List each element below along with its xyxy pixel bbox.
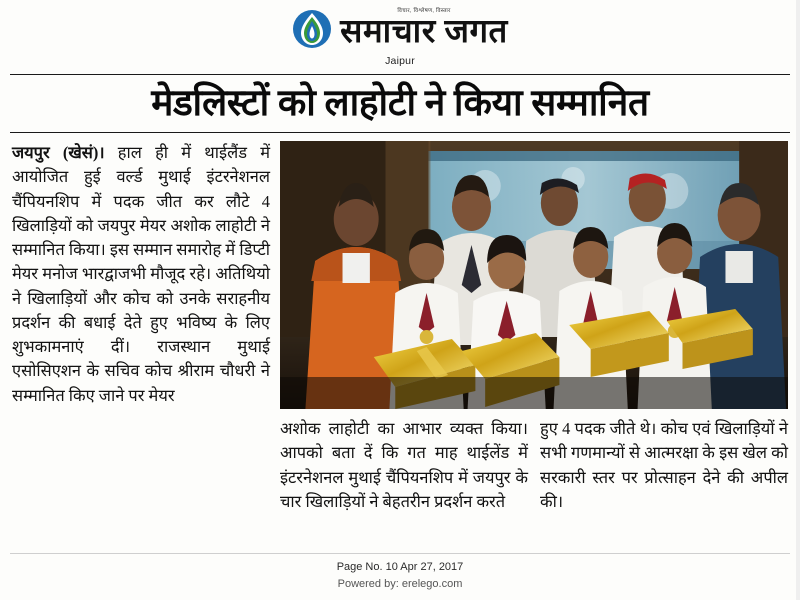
masthead-title: समाचार जगत (340, 13, 508, 50)
article-lower-columns (280, 417, 788, 533)
masthead-tagline: विचार, विश्लेषण, विस्तार (397, 8, 451, 15)
dateline: जयपुर (खेसं)। (12, 142, 105, 162)
article-column-right (280, 141, 788, 533)
page-number-label: Page No. 10 Apr 27, 2017 (336, 561, 464, 573)
footer (0, 559, 800, 592)
article-column-left (12, 141, 270, 533)
article-paragraph-3: हुए 4 पदक जीते थे। कोच एवं खिलाड़ियों ने सभी गणमान्यों से आत्मरक्षा के इस खेल को सरकारी स्तर पर प्रोत्साहन देने की अपील की। (540, 418, 788, 511)
footer-divider (10, 553, 790, 554)
article-body (12, 141, 788, 533)
powered-by-label: Powered by: erelego.com (337, 577, 463, 590)
newspaper-logo-icon (292, 9, 332, 49)
rule-below-headline (10, 132, 790, 133)
page-right-edge (796, 0, 800, 600)
award-ceremony-photo (280, 141, 788, 409)
article-paragraph-lead (12, 141, 270, 408)
logo-row (0, 8, 800, 50)
article-lead-text: हाल ही में थाईलैंड में आयोजित हुई वर्ल्ड मुथाई इंटरनेशनल चैंपियनशिप में पदक जीत कर लौटे 4 खिलाड़ियों को जयपुर मेयर अशोक लाहोटी ने सम्मानित किया। इस सम्मान समारोह में डिप्टी मेयर मनोज भारद्वाजभी मौजूद रहे। अतिथियो ने खिलाड़ियों और कोच को उनके सराहनीय प्रदर्शन की बधाई देते हुए भविष्य के लिए शुभकामनाएं दीं। राजस्थान मुथाई एसोसिएशन के सचिव कोच श्रीराम चौधरी ने सम्मानित किए जाने पर मेयर (12, 142, 270, 405)
article-paragraph-2: अशोक लाहोटी का आभार व्यक्त किया। आपको बता दें कि गत माह थाईलेंड में इंटरनेशनल मुथाई चैंपियनशिप में जयपुर के चार खिलाड़ियों ने बेहतरीन प्रदर्शन करते (280, 418, 528, 511)
edition-label: Jaipur (385, 55, 415, 67)
masthead (0, 0, 800, 67)
page-title: मेडलिस्टों को लाहोटी ने किया सम्मानित (151, 83, 649, 124)
